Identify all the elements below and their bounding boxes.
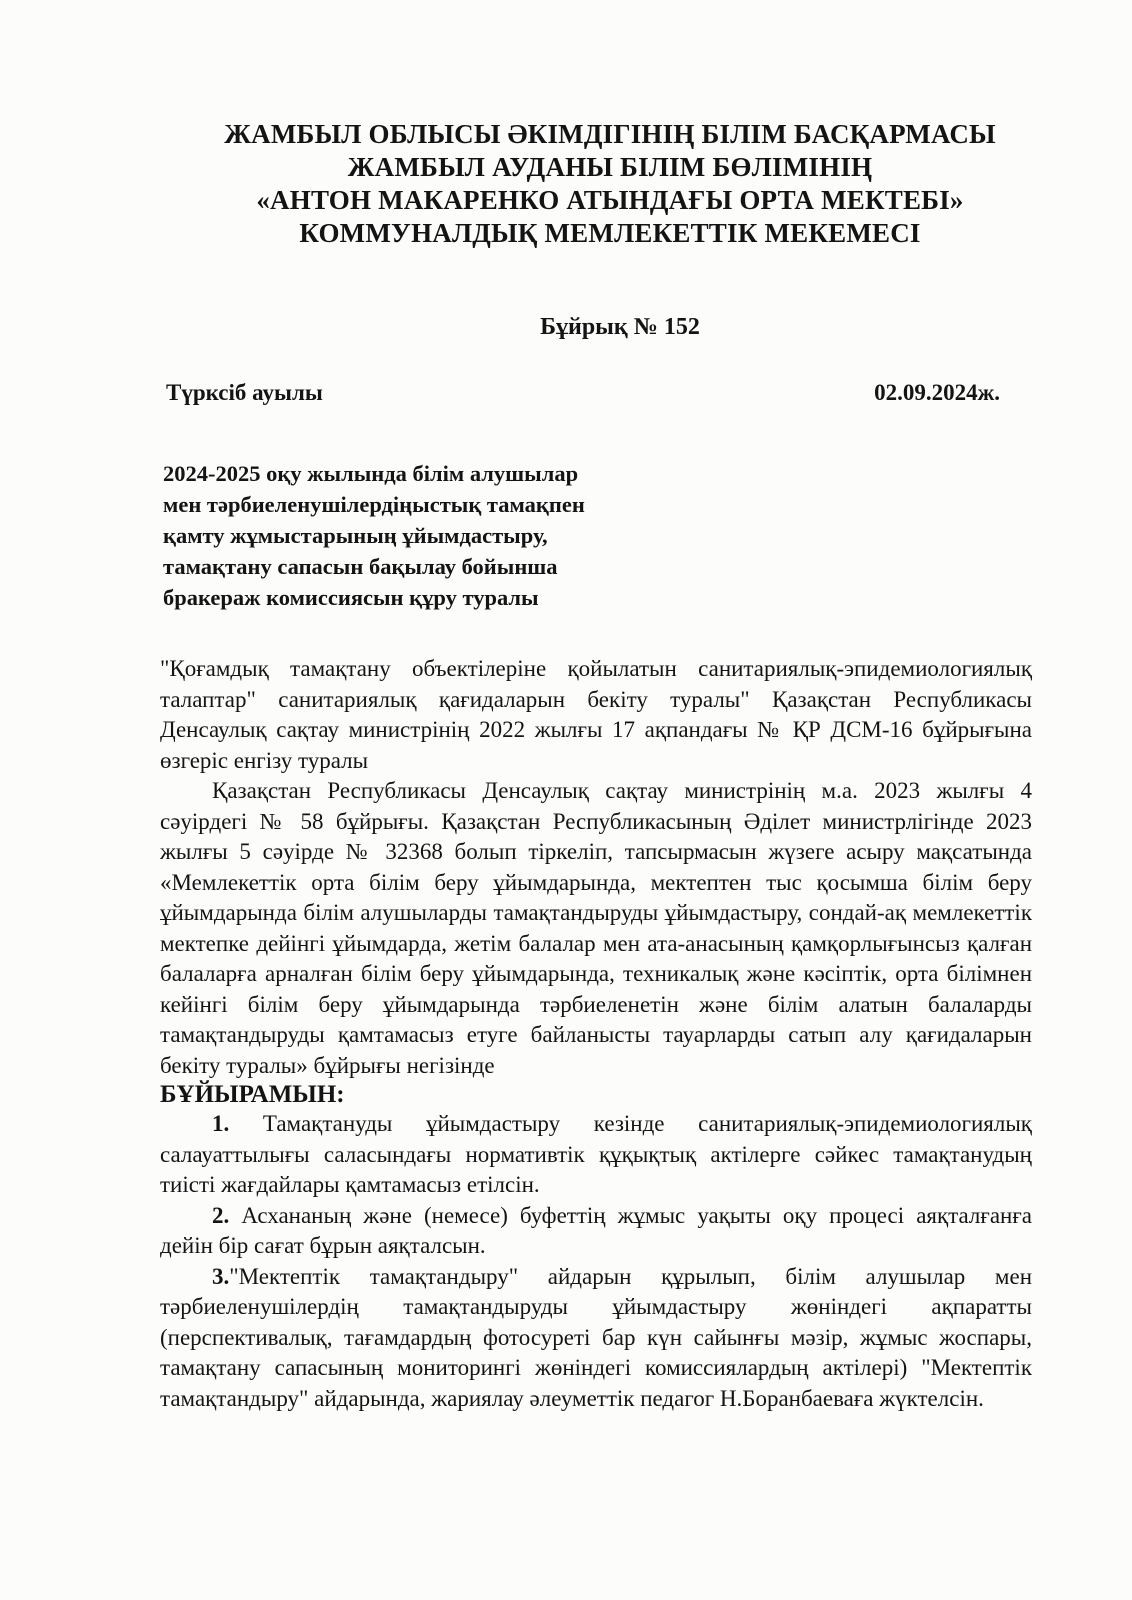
subject-line-5: бракераж комиссиясын құру туралы	[163, 585, 539, 610]
item-text: "Мектептік тамақтандыру" айдарын құрылып, білім алушылар мен тәрбиеленушілердің тамақтандыруды ұйымдастыру жөніндегі ақпаратты (перспективалық, тағамдардың фотосуреті бар күн сайынғы мәзір, жұмыс жоспары, тамақтану сапасының мониторингі жөніндегі комиссиялардың актілері) "Мектептік тамақтандыру" айдарында, жариялау әлеуметтік педагог Н.Боранбаеваға жүктелсін.	[160, 1263, 1032, 1411]
subject-line-2: мен тәрбиеленушілердіңыстық тамақпен	[163, 492, 585, 517]
order-item-3	[160, 1262, 1032, 1415]
preamble-paragraph-2: Қазақстан Республикасы Денсаулық сақтау министрінің м.а. 2023 жылғы 4 сәуірдегі № 58 бұйрығы. Қазақстан Республикасының Әділет министрлігінде 2023 жылғы 5 сәуірде № 32368 болып тіркеліп, тапсырмасын жүзеге асыру мақсатында «Мемлекеттік орта білім беру ұйымдарында, мектептен тыс қосымша білім беру ұйымдарында білім алушыларды тамақтандыруды ұйымдастыру, сондай-ақ мемлекеттік мектепке дейінгі ұйымдарда, жетім балалар мен ата-анасының қамқорлығынсыз қалған балаларға арналған білім беру ұйымдарында, техникалық және кәсіптік, орта білімнен кейінгі білім беру ұйымдарында тәрбиеленетін және білім алатын балаларды тамақтандыруды қамтамасыз етуге байланысты тауарларды сатып алу қағидаларын бекіту туралы» бұйрығы негізінде	[160, 778, 1032, 1078]
decree-heading: БҰЙЫРАМЫН:	[160, 1081, 345, 1108]
subject-line-3: қамту жұмыстарының ұйымдастыру,	[163, 523, 548, 548]
header-line-3: «АНТОН МАКАРЕНКО АТЫНДАҒЫ ОРТА МЕКТЕБІ»	[256, 185, 964, 215]
item-number: 3.	[212, 1263, 230, 1289]
header-line-1: ЖАМБЫЛ ОБЛЫСЫ ӘКІМДІГІНІҢ БІЛІМ БАСҚАРМАСЫ	[224, 119, 996, 149]
header-line-2: ЖАМБЫЛ АУДАНЫ БІЛІМ БӨЛІМІНІҢ	[347, 152, 873, 182]
item-text: Тамақтануды ұйымдастыру кезінде санитариялық-эпидемиологиялық салауаттылығы саласындағы нормативтік құқықтық актілерге сәйкес тамақтанудың тиісті жағдайлары қамтамасыз етілсін.	[160, 1111, 1032, 1197]
subject-line-4: тамақтану сапасын бақылау бойынша	[163, 554, 558, 579]
order-item-2	[160, 1201, 1032, 1262]
order-date: 02.09.2024ж.	[874, 380, 1000, 405]
item-text: Асхананың және (немесе) буфеттің жұмыс уақыты оқу процесі аяқталғанға дейін бір сағат бұрын аяқталсын.	[160, 1202, 1032, 1258]
order-place: Түрксіб ауылы	[166, 380, 323, 405]
order-item-1	[160, 1109, 1032, 1201]
organization-header	[160, 118, 1060, 250]
order-number: Бұйрық № 152	[540, 314, 700, 340]
preamble-paragraph-1: "Қоғамдық тамақтану объектілеріне қойылатын санитариялық-эпидемиологиялық талаптар" санитариялық қағидаларын бекіту туралы" Қазақстан Республикасы Денсаулық сақтау министрінің 2022 жылғы 17 ақпандағы № ҚР ДСМ-16 бұйрығына өзгеріс енгізу туралы	[160, 656, 1032, 773]
item-number: 2.	[212, 1202, 230, 1228]
order-subject	[163, 458, 683, 613]
header-line-4: КОММУНАЛДЫҚ МЕМЛЕКЕТТІК МЕКЕМЕСІ	[299, 218, 921, 248]
item-number: 1.	[212, 1111, 230, 1136]
subject-line-1: 2024-2025 оқу жылында білім алушылар	[163, 461, 579, 486]
document-body	[160, 654, 1032, 1414]
